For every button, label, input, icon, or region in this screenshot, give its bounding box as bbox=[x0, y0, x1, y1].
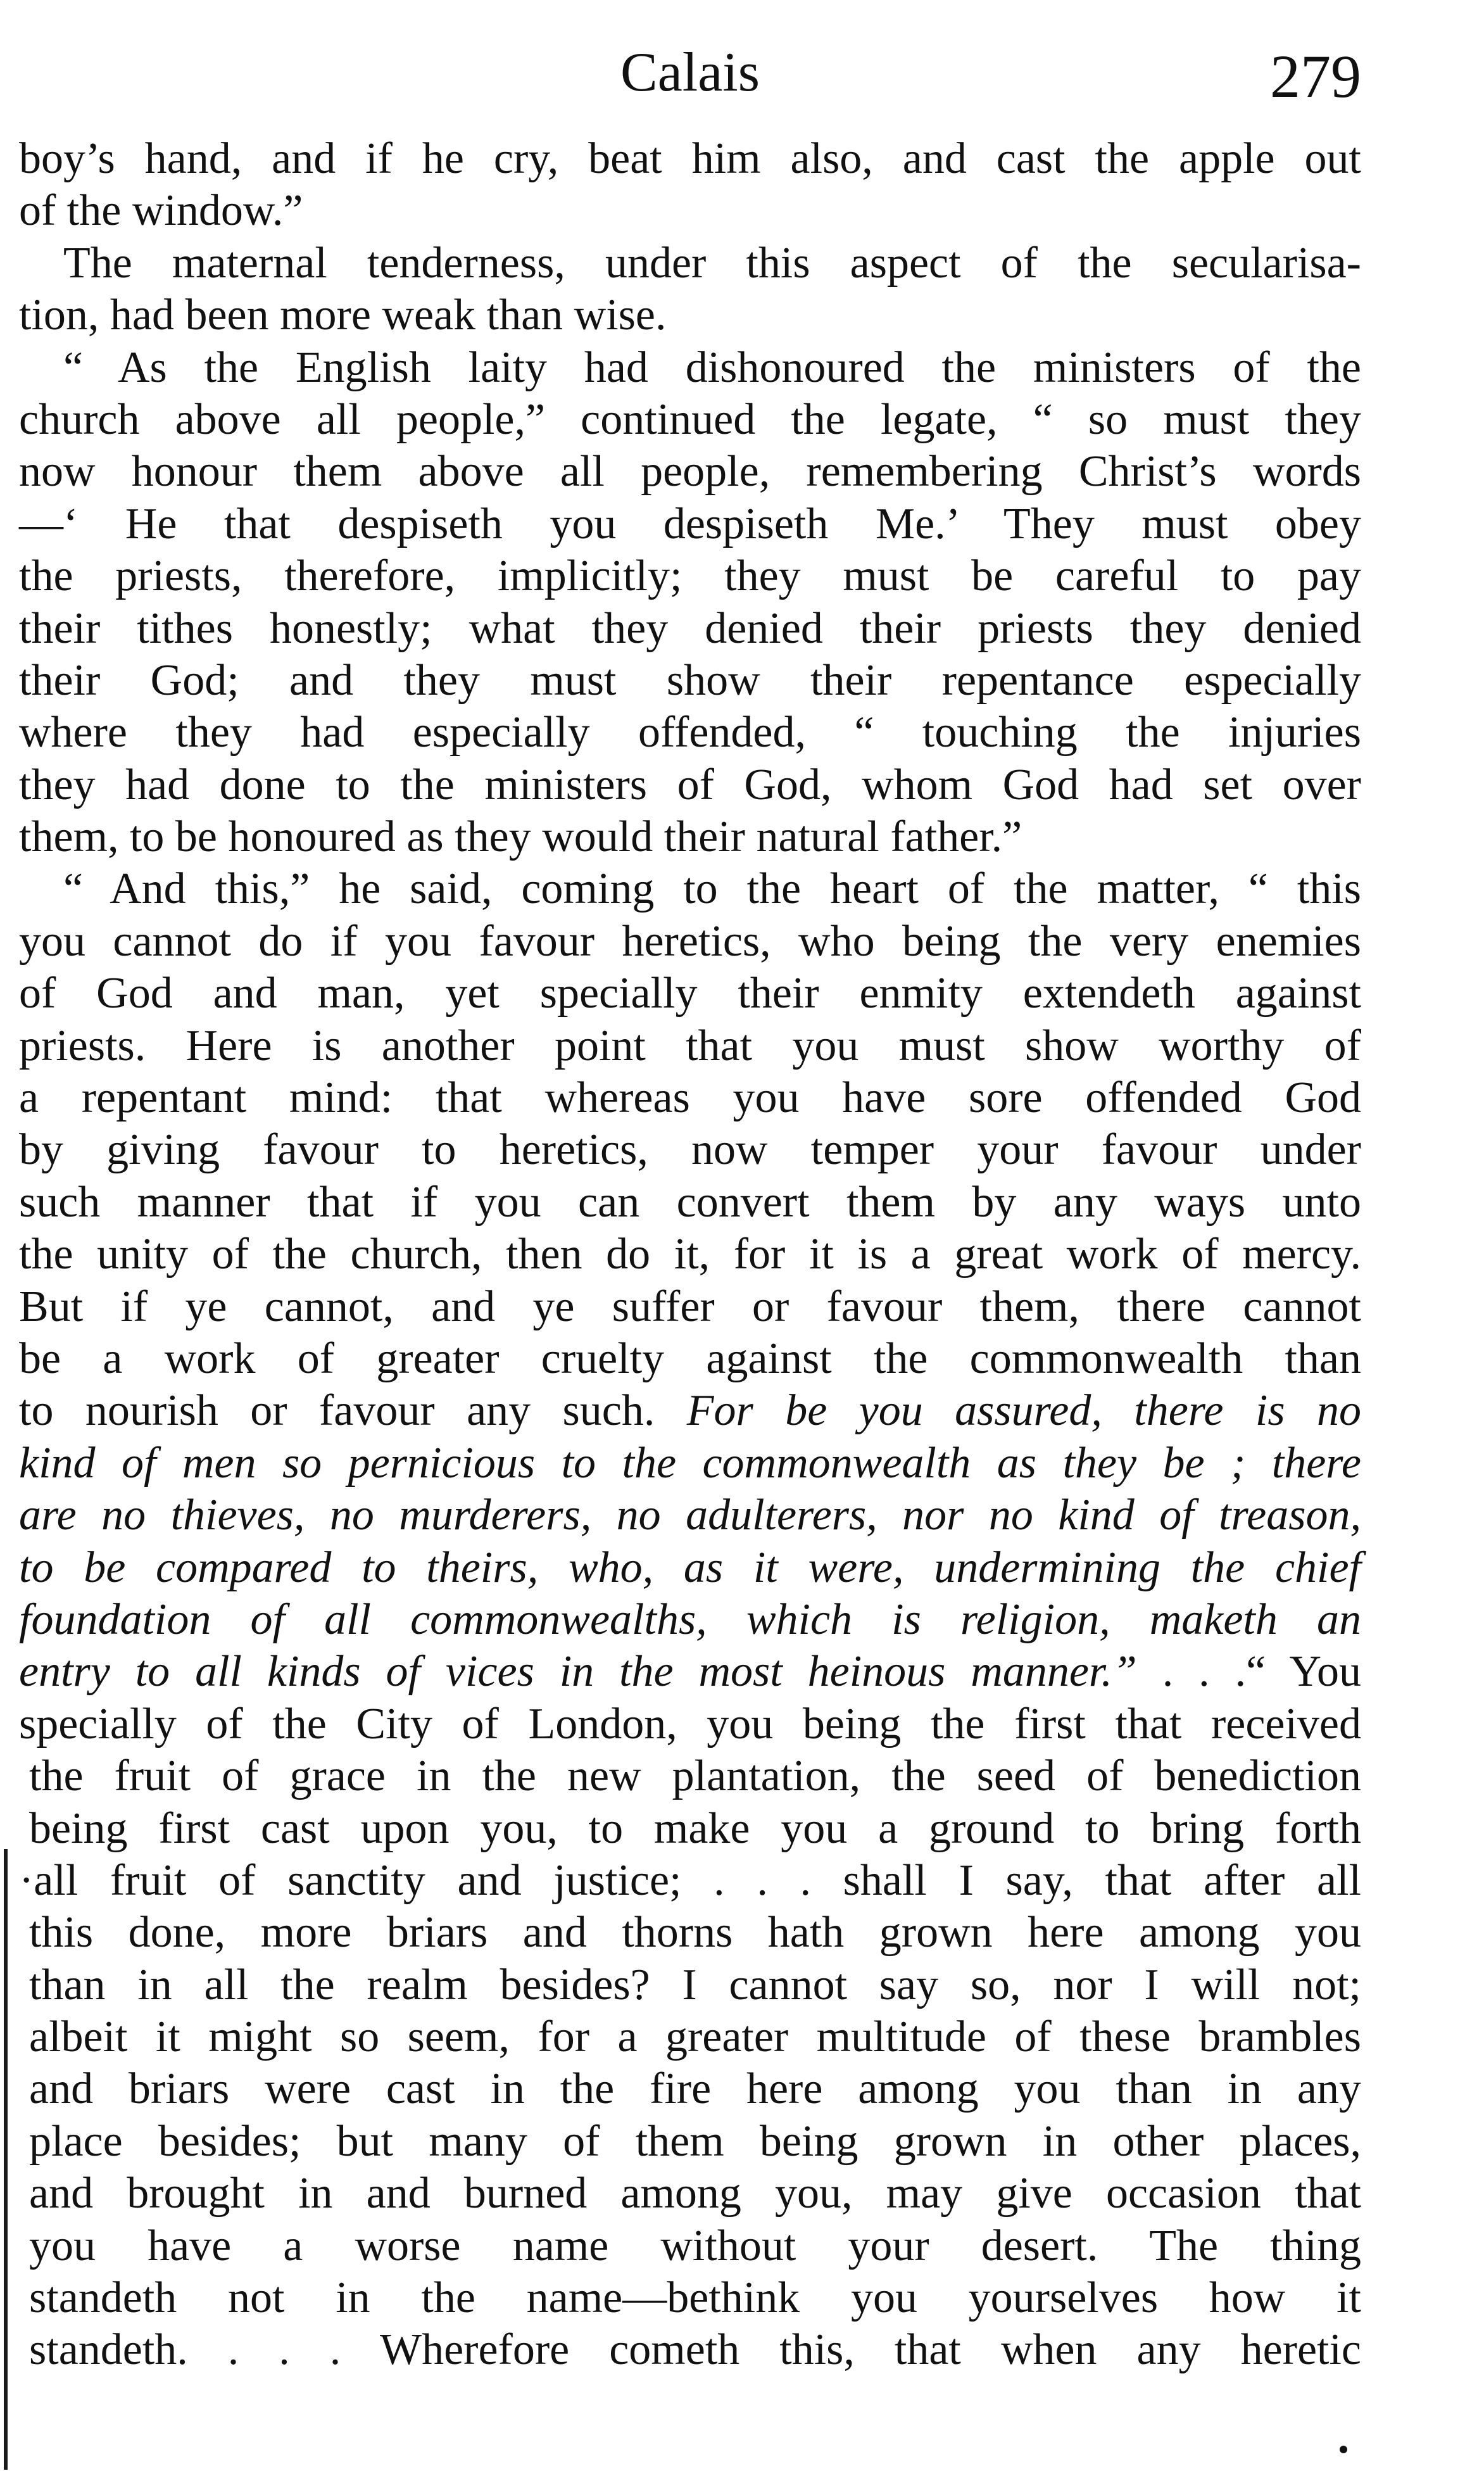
text-run: standeth not in the name—bethink you yourselves how it bbox=[29, 2273, 1361, 2323]
text-line bbox=[19, 1907, 1361, 1959]
text-line bbox=[19, 1489, 1361, 1541]
text-line bbox=[19, 811, 1361, 863]
text-run: albeit it might so seem, for a greater multitude of these brambles bbox=[29, 2013, 1361, 2062]
text-line bbox=[19, 916, 1361, 968]
text-run: you have a worse name without your desert. The thing bbox=[29, 2221, 1361, 2270]
text-line bbox=[19, 1020, 1361, 1072]
text-run: boy’s hand, and if he cry, beat him also, and cast the apple out bbox=[19, 134, 1361, 183]
text-line bbox=[19, 237, 1361, 289]
text-run: now honour them above all people, remembering Christ’s words bbox=[19, 447, 1361, 496]
text-run: and briars were cast in the fire here among you than in any bbox=[29, 2064, 1361, 2114]
text-run: of the window.” bbox=[19, 186, 303, 236]
text-line bbox=[19, 394, 1361, 446]
text-run: their God; and they must show their repentance especially bbox=[19, 655, 1361, 705]
text-run: they had done to the ministers of God, whom God had set over bbox=[19, 760, 1361, 809]
text-line bbox=[19, 1072, 1361, 1124]
text-run: such manner that if you can convert them by any ways unto bbox=[19, 1177, 1361, 1227]
text-run: than in all the realm besides? I cannot say so, nor I will not; bbox=[29, 1960, 1361, 2009]
italic-text-run: foundation of all commonwealths, which is religion, maketh an bbox=[19, 1595, 1361, 1644]
text-line bbox=[19, 446, 1361, 498]
print-speck bbox=[1340, 2446, 1347, 2453]
text-run: church above all people,” continued the legate, “ so must they bbox=[19, 395, 1361, 444]
text-run: you cannot do if you favour heretics, who being the very enemies bbox=[19, 916, 1361, 966]
text-run: But if ye cannot, and ye suffer or favour them, there cannot bbox=[19, 1282, 1361, 1331]
body-text bbox=[19, 133, 1361, 2377]
text-run: priests. Here is another point that you must show worthy of bbox=[19, 1021, 1361, 1070]
text-line bbox=[19, 2063, 1361, 2115]
text-line bbox=[19, 1333, 1361, 1385]
text-run: by giving favour to heretics, now temper your favour under bbox=[19, 1125, 1361, 1175]
text-run: “ As the English laity had dishonoured the ministers of the bbox=[63, 343, 1361, 392]
text-line bbox=[19, 289, 1361, 341]
text-line bbox=[19, 1594, 1361, 1646]
text-run: “ And this,” he said, coming to the heart of the matter, “ this bbox=[63, 864, 1361, 914]
text-run: standeth. . . . Wherefore cometh this, that when any heretic bbox=[29, 2325, 1361, 2375]
text-line bbox=[19, 1177, 1361, 1229]
text-line bbox=[19, 1803, 1361, 1855]
text-line bbox=[19, 498, 1361, 550]
text-line bbox=[19, 2220, 1361, 2272]
text-run: tion, had been more weak than wise. bbox=[19, 291, 667, 340]
text-line bbox=[19, 2116, 1361, 2168]
text-line bbox=[19, 2272, 1361, 2324]
text-line bbox=[19, 1124, 1361, 1176]
text-line bbox=[19, 550, 1361, 602]
text-run: where they had especially offended, “ touching the injuries bbox=[19, 708, 1361, 757]
text-run: —‘ He that despiseth you despiseth Me.’ They must obey bbox=[19, 499, 1361, 548]
italic-text-run: to be compared to theirs, who, as it were, undermining the chief bbox=[19, 1543, 1361, 1592]
text-line bbox=[19, 968, 1361, 1020]
text-run: their tithes honestly; what they denied their priests they denied bbox=[19, 604, 1361, 653]
text-line bbox=[19, 1750, 1361, 1802]
text-run: the fruit of grace in the new plantation, the seed of benediction bbox=[29, 1752, 1361, 1801]
text-run-tail: . . .“ You bbox=[1136, 1647, 1361, 1697]
page-number: 279 bbox=[1270, 42, 1361, 110]
text-line bbox=[19, 1229, 1361, 1280]
text-run: specially of the City of London, you being the first that received bbox=[19, 1699, 1361, 1748]
text-line bbox=[19, 2011, 1361, 2063]
text-line bbox=[19, 707, 1361, 759]
binding-edge-line bbox=[4, 1849, 8, 2470]
page-header bbox=[19, 38, 1361, 133]
italic-text-run: For be you assured, there is no bbox=[686, 1386, 1361, 1436]
text-line bbox=[19, 1646, 1361, 1698]
text-run: The maternal tenderness, under this aspect of the secularisa- bbox=[63, 238, 1361, 288]
text-line bbox=[19, 1281, 1361, 1333]
text-line bbox=[19, 603, 1361, 655]
running-title: Calais bbox=[620, 42, 760, 103]
italic-text-run: entry to all kinds of vices in the most heinous manner.” bbox=[19, 1647, 1137, 1697]
text-run: to nourish or favour any such. bbox=[19, 1386, 655, 1436]
text-line bbox=[19, 759, 1361, 811]
text-run: a repentant mind: that whereas you have sore offended God bbox=[19, 1073, 1361, 1123]
text-run: the unity of the church, then do it, for it is a great work of mercy. bbox=[19, 1230, 1361, 1279]
text-line bbox=[19, 342, 1361, 394]
text-line bbox=[19, 1542, 1361, 1594]
text-run: the priests, therefore, implicitly; they must be careful to pay bbox=[19, 552, 1361, 601]
text-line bbox=[19, 1385, 1361, 1437]
text-run: and brought in and burned among you, may give occasion that bbox=[29, 2169, 1361, 2218]
italic-text-run: are no thieves, no murderers, no adulterers, nor no kind of treason, bbox=[19, 1491, 1361, 1540]
book-page bbox=[19, 38, 1361, 2377]
text-run: of God and man, yet specially their enmity extendeth against bbox=[19, 969, 1361, 1018]
text-line bbox=[19, 133, 1361, 185]
text-line bbox=[19, 863, 1361, 915]
text-run: place besides; but many of them being grown in other places, bbox=[29, 2116, 1361, 2166]
text-run: being first cast upon you, to make you a ground to bring forth bbox=[29, 1804, 1361, 1853]
text-line bbox=[19, 1698, 1361, 1750]
text-run: them, to be honoured as they would their natural father.” bbox=[19, 812, 1022, 862]
text-line bbox=[19, 2324, 1361, 2376]
text-line bbox=[19, 1438, 1361, 1489]
text-line bbox=[19, 2168, 1361, 2220]
text-line bbox=[19, 1959, 1361, 2011]
text-line bbox=[19, 1855, 1361, 1907]
text-run: ·all fruit of sanctity and justice; . . . shall I say, that after all bbox=[19, 1855, 1361, 1905]
text-line bbox=[19, 185, 1361, 237]
text-line bbox=[19, 655, 1361, 707]
text-run: this done, more briars and thorns hath grown here among you bbox=[29, 1908, 1361, 1957]
italic-text-run: kind of men so pernicious to the commonwealth as they be ; there bbox=[19, 1438, 1361, 1488]
text-run: be a work of greater cruelty against the commonwealth than bbox=[19, 1334, 1361, 1383]
